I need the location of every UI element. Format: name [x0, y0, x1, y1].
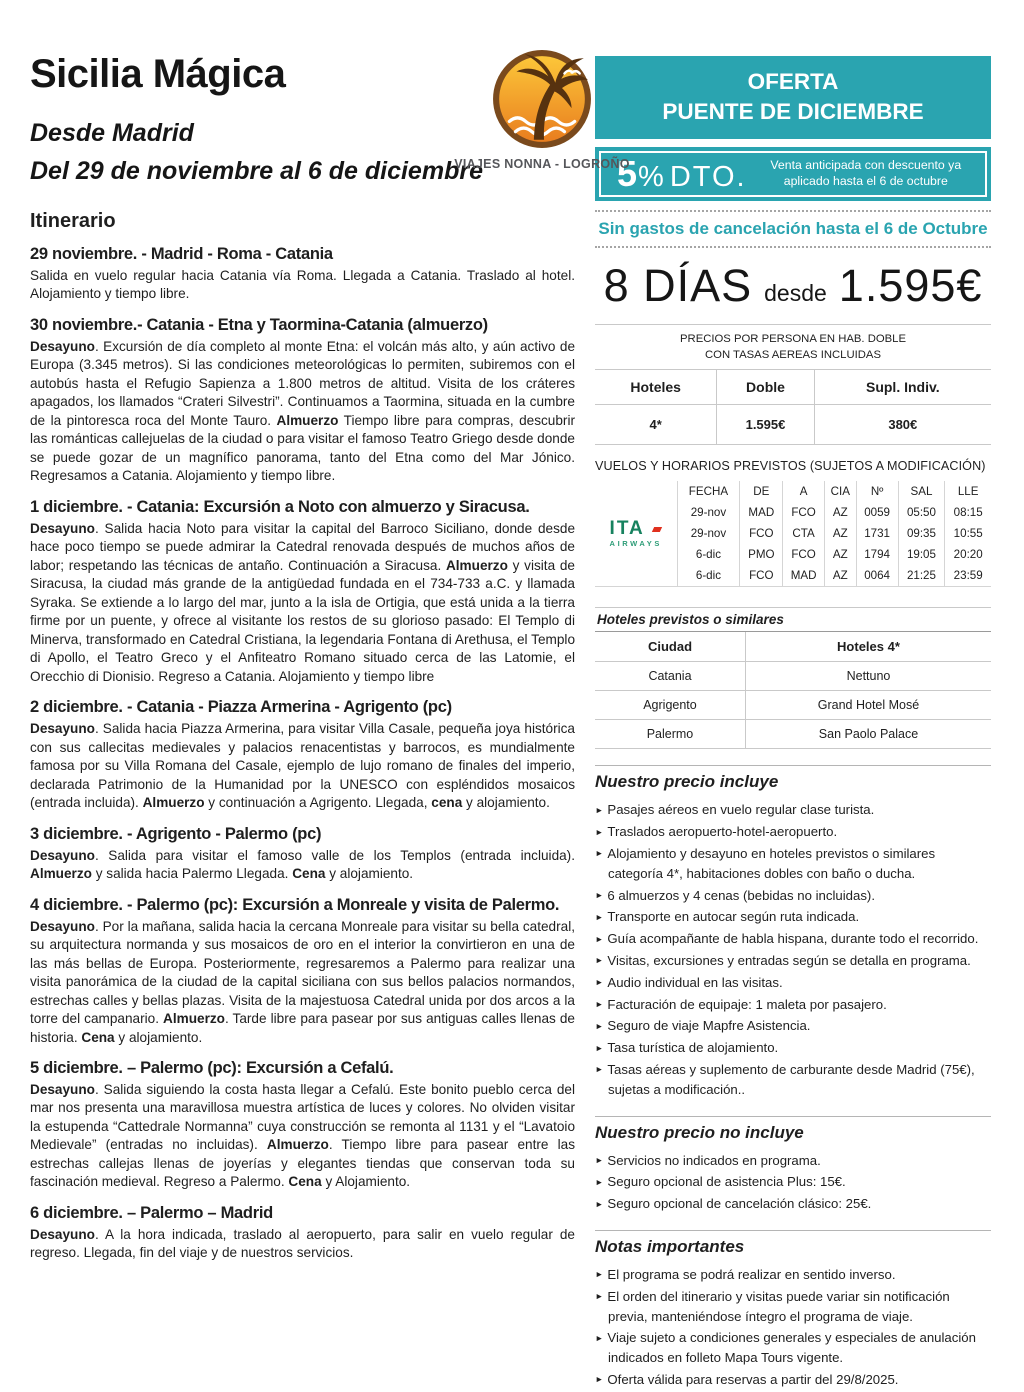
itinerary-day — [30, 1059, 575, 1192]
hotel-name: Grand Hotel Mosé — [745, 691, 991, 720]
list-item: ► El orden del itinerario y visitas puede variar sin notificación previa, manteniéndose íntegro el programa de viaje. — [595, 1287, 991, 1327]
flight-number: 1731 — [856, 523, 898, 544]
hotel-row — [595, 720, 991, 749]
price-note-line2: CON TASAS AEREAS INCLUIDAS — [705, 348, 881, 361]
percent-sign: % — [638, 160, 664, 193]
list-item: ► Transporte en autocar según ruta indicada. — [595, 907, 991, 927]
price-note-line1: PRECIOS POR PERSONA EN HAB. DOBLE — [680, 332, 906, 345]
trip-duration: 8 DÍAS — [603, 259, 753, 311]
notes-section — [595, 1230, 991, 1390]
flight-from: FCO — [740, 523, 783, 544]
day-title: 4 diciembre. - Palermo (pc): Excursión a Monreale y visita de Palermo. — [30, 895, 560, 914]
flight-to: CTA — [783, 523, 825, 544]
hotels-col-hotel: Hoteles 4* — [745, 632, 991, 662]
left-column — [30, 52, 575, 1263]
flight-col-fecha: FECHA — [677, 481, 740, 502]
list-item: ► Alojamiento y desayuno en hoteles previstos o similares categoría 4*, habitaciones dobles con baño o ducha. — [595, 844, 991, 884]
discount-note-line1: Venta anticipada con descuento ya — [770, 157, 962, 172]
price-table-block — [595, 324, 991, 446]
itinerary-day — [30, 896, 575, 1047]
price-note — [595, 325, 991, 371]
page-title: Sicilia Mágica — [30, 52, 286, 96]
includes-list — [595, 800, 991, 1099]
price-cell-category: 4* — [595, 405, 717, 445]
list-item: ► Audio individual en las visitas. — [595, 973, 991, 993]
notes-title: Notas importantes — [595, 1236, 745, 1256]
flight-col-num: Nº — [856, 481, 898, 502]
list-item: ► Traslados aeropuerto-hotel-aeropuerto. — [595, 822, 991, 842]
hotel-city: Catania — [595, 662, 745, 691]
day-title: 2 diciembre. - Catania - Piazza Armerina - Agrigento (pc) — [30, 698, 452, 717]
hotel-row — [595, 691, 991, 720]
itinerary-day — [30, 316, 575, 486]
flight-date: 29-nov — [677, 502, 740, 523]
day-title: 30 noviembre.- Catania - Etna y Taormina-Catania (almuerzo) — [30, 315, 488, 334]
flight-col-cia: CIA — [824, 481, 856, 502]
list-item: ► Facturación de equipaje: 1 maleta por pasajero. — [595, 995, 991, 1015]
flight-departure: 05:50 — [898, 502, 945, 523]
list-item: ► Oferta válida para reservas a partir del 29/8/2025. — [595, 1370, 991, 1390]
offer-banner — [595, 56, 991, 139]
list-item: ► Seguro de viaje Mapfre Asistencia. — [595, 1016, 991, 1036]
flight-departure: 19:05 — [898, 544, 945, 565]
list-item: ► Visitas, excursiones y entradas según se detalla en programa. — [595, 951, 991, 971]
flight-number: 0064 — [856, 565, 898, 587]
flight-departure: 09:35 — [898, 523, 945, 544]
hotel-city: Palermo — [595, 720, 745, 749]
flight-departure: 21:25 — [898, 565, 945, 587]
right-column — [595, 56, 991, 1392]
price-value: 1.595€ — [838, 259, 983, 311]
price-cell-single-supl: 380€ — [814, 405, 991, 445]
list-item: ► Pasajes aéreos en vuelo regular clase turista. — [595, 800, 991, 820]
list-item: ► El programa se podrá realizar en sentido inverso. — [595, 1265, 991, 1285]
flight-col-sal: SAL — [898, 481, 945, 502]
day-body: Desayuno. Excursión de día completo al monte Etna: el volcán más alto, y aún activo de Europa (3.345 metros). Si las condiciones meteorológicas lo permiten, subiremos con el autobús hasta el Refugio Sapienza a 1.800 metros de altitud. Visita de los cráteres apagados, los llamados “Crateri Silvestri”. Continuamos a Taormina, situada en la cumbre de la pintoresca roca del Monte Tauro. Almuerzo Tiempo libre para compras, descubrir las románticas callejuelas de la ciudad o para visitar el famoso Teatro Griego desde donde se puede gozar de un magnífico panorama, tanto del Etna como del Mar Jónico. Regresamos a Catania. Alojamiento y tiempo libre. — [30, 338, 575, 484]
includes-section — [595, 765, 991, 1099]
flight-carrier: AZ — [824, 502, 856, 523]
list-item: ► Guía acompañante de habla hispana, durante todo el recorrido. — [595, 929, 991, 949]
discount-number: 5 — [617, 152, 638, 194]
hotel-row — [595, 662, 991, 691]
flight-date: 6-dic — [677, 565, 740, 587]
day-title: 29 noviembre. - Madrid - Roma - Catania — [30, 245, 333, 263]
itinerary-day — [30, 1204, 575, 1263]
trip-dates: Del 29 de noviembre al 6 de diciembre — [30, 156, 483, 185]
cancellation-strip: Sin gastos de cancelación hasta el 6 de Octubre — [595, 210, 991, 248]
list-item: ► Viaje sujeto a condiciones generales y especiales de anulación indicados en folleto Mapa Tours vigente. — [595, 1328, 991, 1368]
flight-arrival: 23:59 — [945, 565, 991, 587]
day-title: 3 diciembre. - Agrigento - Palermo (pc) — [30, 824, 322, 843]
hotel-name: San Paolo Palace — [745, 720, 991, 749]
flight-to: FCO — [783, 544, 825, 565]
price-col-hoteles: Hoteles — [595, 370, 717, 405]
flight-number: 0059 — [856, 502, 898, 523]
not-includes-title: Nuestro precio no incluye — [595, 1122, 804, 1142]
flight-from: PMO — [740, 544, 783, 565]
discount-banner-inner — [599, 151, 987, 197]
list-item: ► Seguro opcional de asistencia Plus: 15€. — [595, 1172, 991, 1192]
itinerary-day — [30, 245, 575, 304]
hotels-title: Hoteles previstos o similares — [595, 608, 991, 632]
ita-red-mark-icon — [652, 527, 662, 532]
flight-date: 29-nov — [677, 523, 740, 544]
hotels-header-row — [595, 632, 991, 662]
includes-title: Nuestro precio incluye — [595, 772, 779, 792]
day-body: Desayuno. Salida siguiendo la costa hasta llegar a Cefalú. Este bonito pueblo cerca del mar nos presenta una maravillosa muestra artística de luces y colores. No olviden visitar la estupenda “Cattedrale Normanna” cuya construcción se remonta al 1131 y el “Lavatoio Medievale” (entradas no incluidas). Almuerzo. Tiempo libre para pasear entre las estrechas callejas llenas de joyerías y elegantes tiendas que conservan toda su fascinación medieval. Regreso a Palermo. Cena y Alojamiento. — [30, 1081, 576, 1190]
headline-price — [595, 260, 991, 312]
day-body: Desayuno. Salida hacia Piazza Armerina, para visitar Villa Casale, pequeña joya histórica con sus callecitas medievales y palacios renacentistas y barrocos, es mundialmente famosa por su Villa Romana del Casale, ejemplo de lujo romano de finales del imperio, declarada Patrimonio de la Humanidad por la UNESCO con espléndidos mosaicos (entrada incluida). Almuerzo y continuación a Agrigento. Llegada, cena y alojamiento. — [30, 721, 575, 811]
flight-to: FCO — [783, 502, 825, 523]
flight-carrier: AZ — [824, 565, 856, 587]
itinerary-day — [30, 498, 575, 686]
agency-logo — [452, 48, 632, 171]
flight-carrier: AZ — [824, 523, 856, 544]
day-body: Desayuno. Por la mañana, salida hacia la cercana Monreale para visitar su bella catedral, su arquitectura normanda y sus mosaicos de oro en el interior la convirtieron en una de las más bellas de Europa. Posteriormente, regresaremos a Palermo para realizar una visita panorámica de la ciudad de la capital siciliana con sus bellos palacios normandos, estrechas calles y bellas plazas. Visita de la majestuosa Catedral unida por dos arcos a la torre del campanario. Almuerzo. Tarde libre para pasear por sus antiguas calles llenas de historia. Cena y alojamiento. — [30, 918, 575, 1045]
itinerary-day — [30, 825, 575, 884]
from-label: desde — [764, 279, 827, 306]
airline-logo-cell — [595, 481, 677, 587]
price-table — [595, 370, 991, 445]
discount-note — [747, 158, 975, 190]
list-item: ► 6 almuerzos y 4 cenas (bebidas no incluidas). — [595, 886, 991, 906]
flights-title: VUELOS Y HORARIOS PREVISTOS (SUJETOS A MODIFICACIÓN) — [595, 459, 986, 474]
list-item: ► Servicios no indicados en programa. — [595, 1151, 991, 1171]
day-body: Desayuno. Salida para visitar el famoso valle de los Templos (entrada incluida). Almuerzo y salida hacia Palermo Llegada. Cena y alojamiento. — [30, 847, 575, 882]
flights-header-row — [595, 481, 991, 502]
list-item: ► Tasa turística de alojamiento. — [595, 1038, 991, 1058]
price-table-row — [595, 405, 991, 445]
hotels-section — [595, 607, 991, 749]
price-col-doble: Doble — [717, 370, 814, 405]
flight-number: 1794 — [856, 544, 898, 565]
hotel-city: Agrigento — [595, 691, 745, 720]
agency-name: VIAJES NONNA - LOGROÑO — [454, 157, 630, 171]
discount-note-line2: aplicado hasta el 6 de octubre — [783, 173, 948, 188]
discount-label: DTO. — [669, 160, 747, 193]
flight-carrier: AZ — [824, 544, 856, 565]
hotels-col-city: Ciudad — [595, 632, 745, 662]
flight-col-lle: LLE — [945, 481, 991, 502]
trip-origin: Desde Madrid — [30, 119, 194, 147]
palm-tree-sun-icon — [491, 137, 593, 154]
discount-value — [617, 152, 747, 194]
day-title: 1 diciembre. - Catania: Excursión a Noto con almuerzo y Siracusa. — [30, 497, 530, 516]
offer-banner-line1: OFERTA — [747, 69, 839, 94]
not-includes-section — [595, 1116, 991, 1214]
day-body: Salida en vuelo regular hacia Catania vía Roma. Llegada a Catania. Traslado al hotel. Alojamiento y tiempo libre. — [30, 268, 575, 302]
flights-table — [595, 481, 991, 587]
list-item: ► Seguro opcional de cancelación clásico: 25€. — [595, 1194, 991, 1214]
price-cell-double: 1.595€ — [717, 405, 814, 445]
flight-from: MAD — [740, 502, 783, 523]
itinerary-heading: Itinerario — [30, 210, 116, 232]
ita-airways-logo-icon — [610, 519, 662, 548]
day-body: Desayuno. Salida hacia Noto para visitar la capital del Barroco Siciliano, donde desde hace poco tiempo se puede admirar la Catedral renovada después de muchos años de labor; respetando las técnicas de antaño. Continuación a Siracusa. Almuerzo y visita de Siracusa, la ciudad más grande de la antigüedad fundada en el 734-733 a.C. y llamada Syraka. Se extiende a lo largo del mar, junto a la isla de Ortigia, que está unida a la tierra firme por un puente, y ofrece al visitante los restos de su glorioso pasado: El Templo di Minerva, transformado en Catedral Cristiana, la legendaria Fontana di Arethusa, el Templo di Apollo, el Teatro Greco y el Anfiteatro Romano situado cerca de las Latomie, el Orecchio di Dionisio. Regreso a Catania. Alojamiento y tiempo libre — [30, 520, 575, 684]
hotels-table — [595, 632, 991, 749]
not-includes-list — [595, 1151, 991, 1214]
airline-sub: AIRWAYS — [609, 538, 662, 548]
flight-date: 6-dic — [677, 544, 740, 565]
flight-col-a: A — [783, 481, 825, 502]
flight-from: FCO — [740, 565, 783, 587]
price-col-supl: Supl. Indiv. — [814, 370, 991, 405]
day-body: Desayuno. A la hora indicada, traslado al aeropuerto, para salir en vuelo regular de regreso. Llegada, fin del viaje y de nuestros servicios. — [30, 1226, 575, 1261]
airline-name: ITA — [610, 519, 662, 538]
price-table-header-row — [595, 370, 991, 405]
flight-col-de: DE — [740, 481, 783, 502]
offer-banner-line2: PUENTE DE DICIEMBRE — [662, 99, 924, 125]
flight-arrival: 08:15 — [945, 502, 991, 523]
flight-to: MAD — [783, 565, 825, 587]
flight-arrival: 20:20 — [945, 544, 991, 565]
notes-list — [595, 1265, 991, 1390]
itinerary-day — [30, 698, 575, 812]
discount-banner — [595, 147, 991, 201]
hotel-name: Nettuno — [745, 662, 991, 691]
day-title: 5 diciembre. – Palermo (pc): Excursión a Cefalú. — [30, 1058, 394, 1077]
list-item: ► Tasas aéreas y suplemento de carburante desde Madrid (75€), sujetas a modificación.. — [595, 1060, 991, 1100]
day-title: 6 diciembre. – Palermo – Madrid — [30, 1203, 273, 1222]
flight-arrival: 10:55 — [945, 523, 991, 544]
